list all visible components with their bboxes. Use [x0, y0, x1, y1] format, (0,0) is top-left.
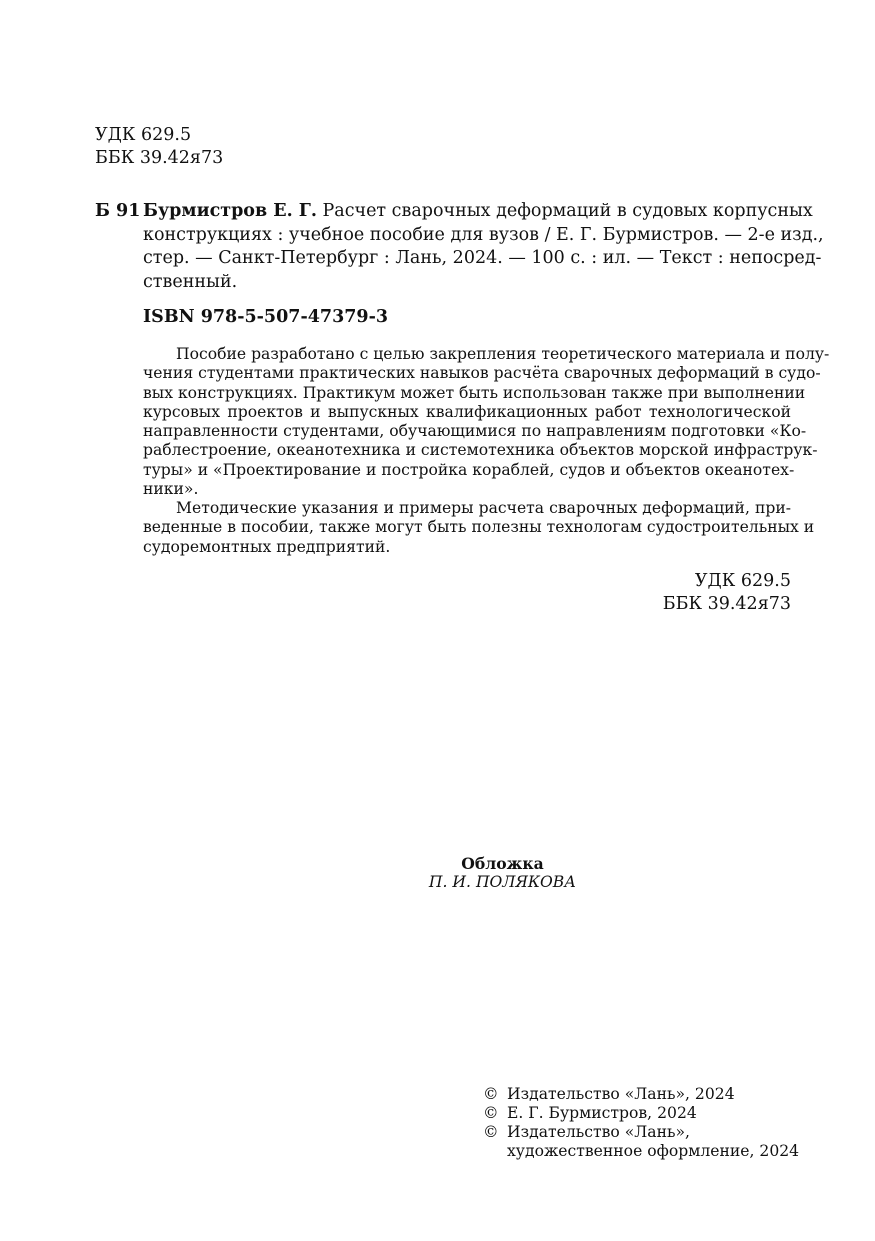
- abstract-line: вых конструкциях. Практикум может быть использован также при выполнении: [143, 383, 806, 402]
- abstract-line: Пособие разработано с целью закрепления теоретического материала и полу-: [176, 345, 830, 363]
- udk-code: УДК 629.5: [694, 571, 791, 591]
- abstract-line: раблестроение, океанотехника и системотехника объектов морской инфраструк-: [143, 441, 818, 460]
- copyright-text: Е. Г. Бурмистров, 2024: [507, 1104, 697, 1122]
- abstract-line: Методические указания и примеры расчета сварочных деформаций, при-: [176, 499, 791, 517]
- abstract-line: туры» и «Проектирование и постройка кораблей, судов и объектов океанотех-: [143, 460, 795, 479]
- udk-code: УДК 629.5: [95, 125, 192, 145]
- abstract-line: веденные в пособии, также могут быть полезны технологам судостроительных и: [143, 518, 815, 537]
- bbk-code: ББК 39.42я73: [662, 594, 791, 614]
- abstract-line: ники».: [143, 479, 199, 498]
- catalog-entry-line: конструкциях : учебное пособие для вузов / Е. Г. Бурмистров. — 2-е изд.,: [143, 224, 824, 245]
- copyright-text: Издательство «Лань»,: [507, 1123, 690, 1141]
- cover-credit-label: Обложка: [461, 854, 544, 873]
- abstract-line: направленности студентами, обучающимися по направлениям подготовки «Ко-: [143, 422, 807, 440]
- classification-bottom: [663, 570, 791, 616]
- copyright-symbol: ©: [483, 1104, 499, 1122]
- copyright-item: [483, 1104, 799, 1123]
- catalog-entry-line: стер. — Санкт-Петербург : Лань, 2024. — 100 с. : ил. — Текст : непосред-: [143, 248, 822, 268]
- author-mark: Б 91: [95, 201, 141, 221]
- catalog-author: Бурмистров Е. Г.: [143, 201, 317, 221]
- copyright-text: Издательство «Лань», 2024: [507, 1085, 735, 1103]
- cover-credit: [0, 855, 875, 891]
- bbk-code: ББК 39.42я73: [95, 148, 224, 168]
- cover-credit-name: П. И. ПОЛЯКОВА: [428, 873, 577, 891]
- copyright-symbol: ©: [483, 1123, 499, 1141]
- classification-top: [95, 124, 223, 170]
- copyright-text: художественное оформление, 2024: [507, 1142, 800, 1160]
- abstract-line: судоремонтных предприятий.: [143, 537, 391, 556]
- catalog-entry: [143, 200, 824, 294]
- isbn: ISBN 978-5-507-47379-3: [143, 307, 389, 327]
- abstract-line: чения студентами практических навыков расчёта сварочных деформаций в судо-: [143, 364, 821, 383]
- abstract: [143, 345, 830, 557]
- copyright-item: [483, 1123, 799, 1161]
- abstract-line: курсовых проектов и выпускных квалификационных работ технологической: [143, 402, 791, 421]
- copyright-item: [483, 1085, 799, 1104]
- copyright-symbol: ©: [483, 1085, 499, 1103]
- catalog-entry-line: ственный.: [143, 271, 238, 292]
- catalog-title: Расчет сварочных деформаций в судовых корпусных: [316, 201, 813, 221]
- catalog-entry-line: [143, 200, 813, 224]
- copyright-notice: [483, 1085, 799, 1161]
